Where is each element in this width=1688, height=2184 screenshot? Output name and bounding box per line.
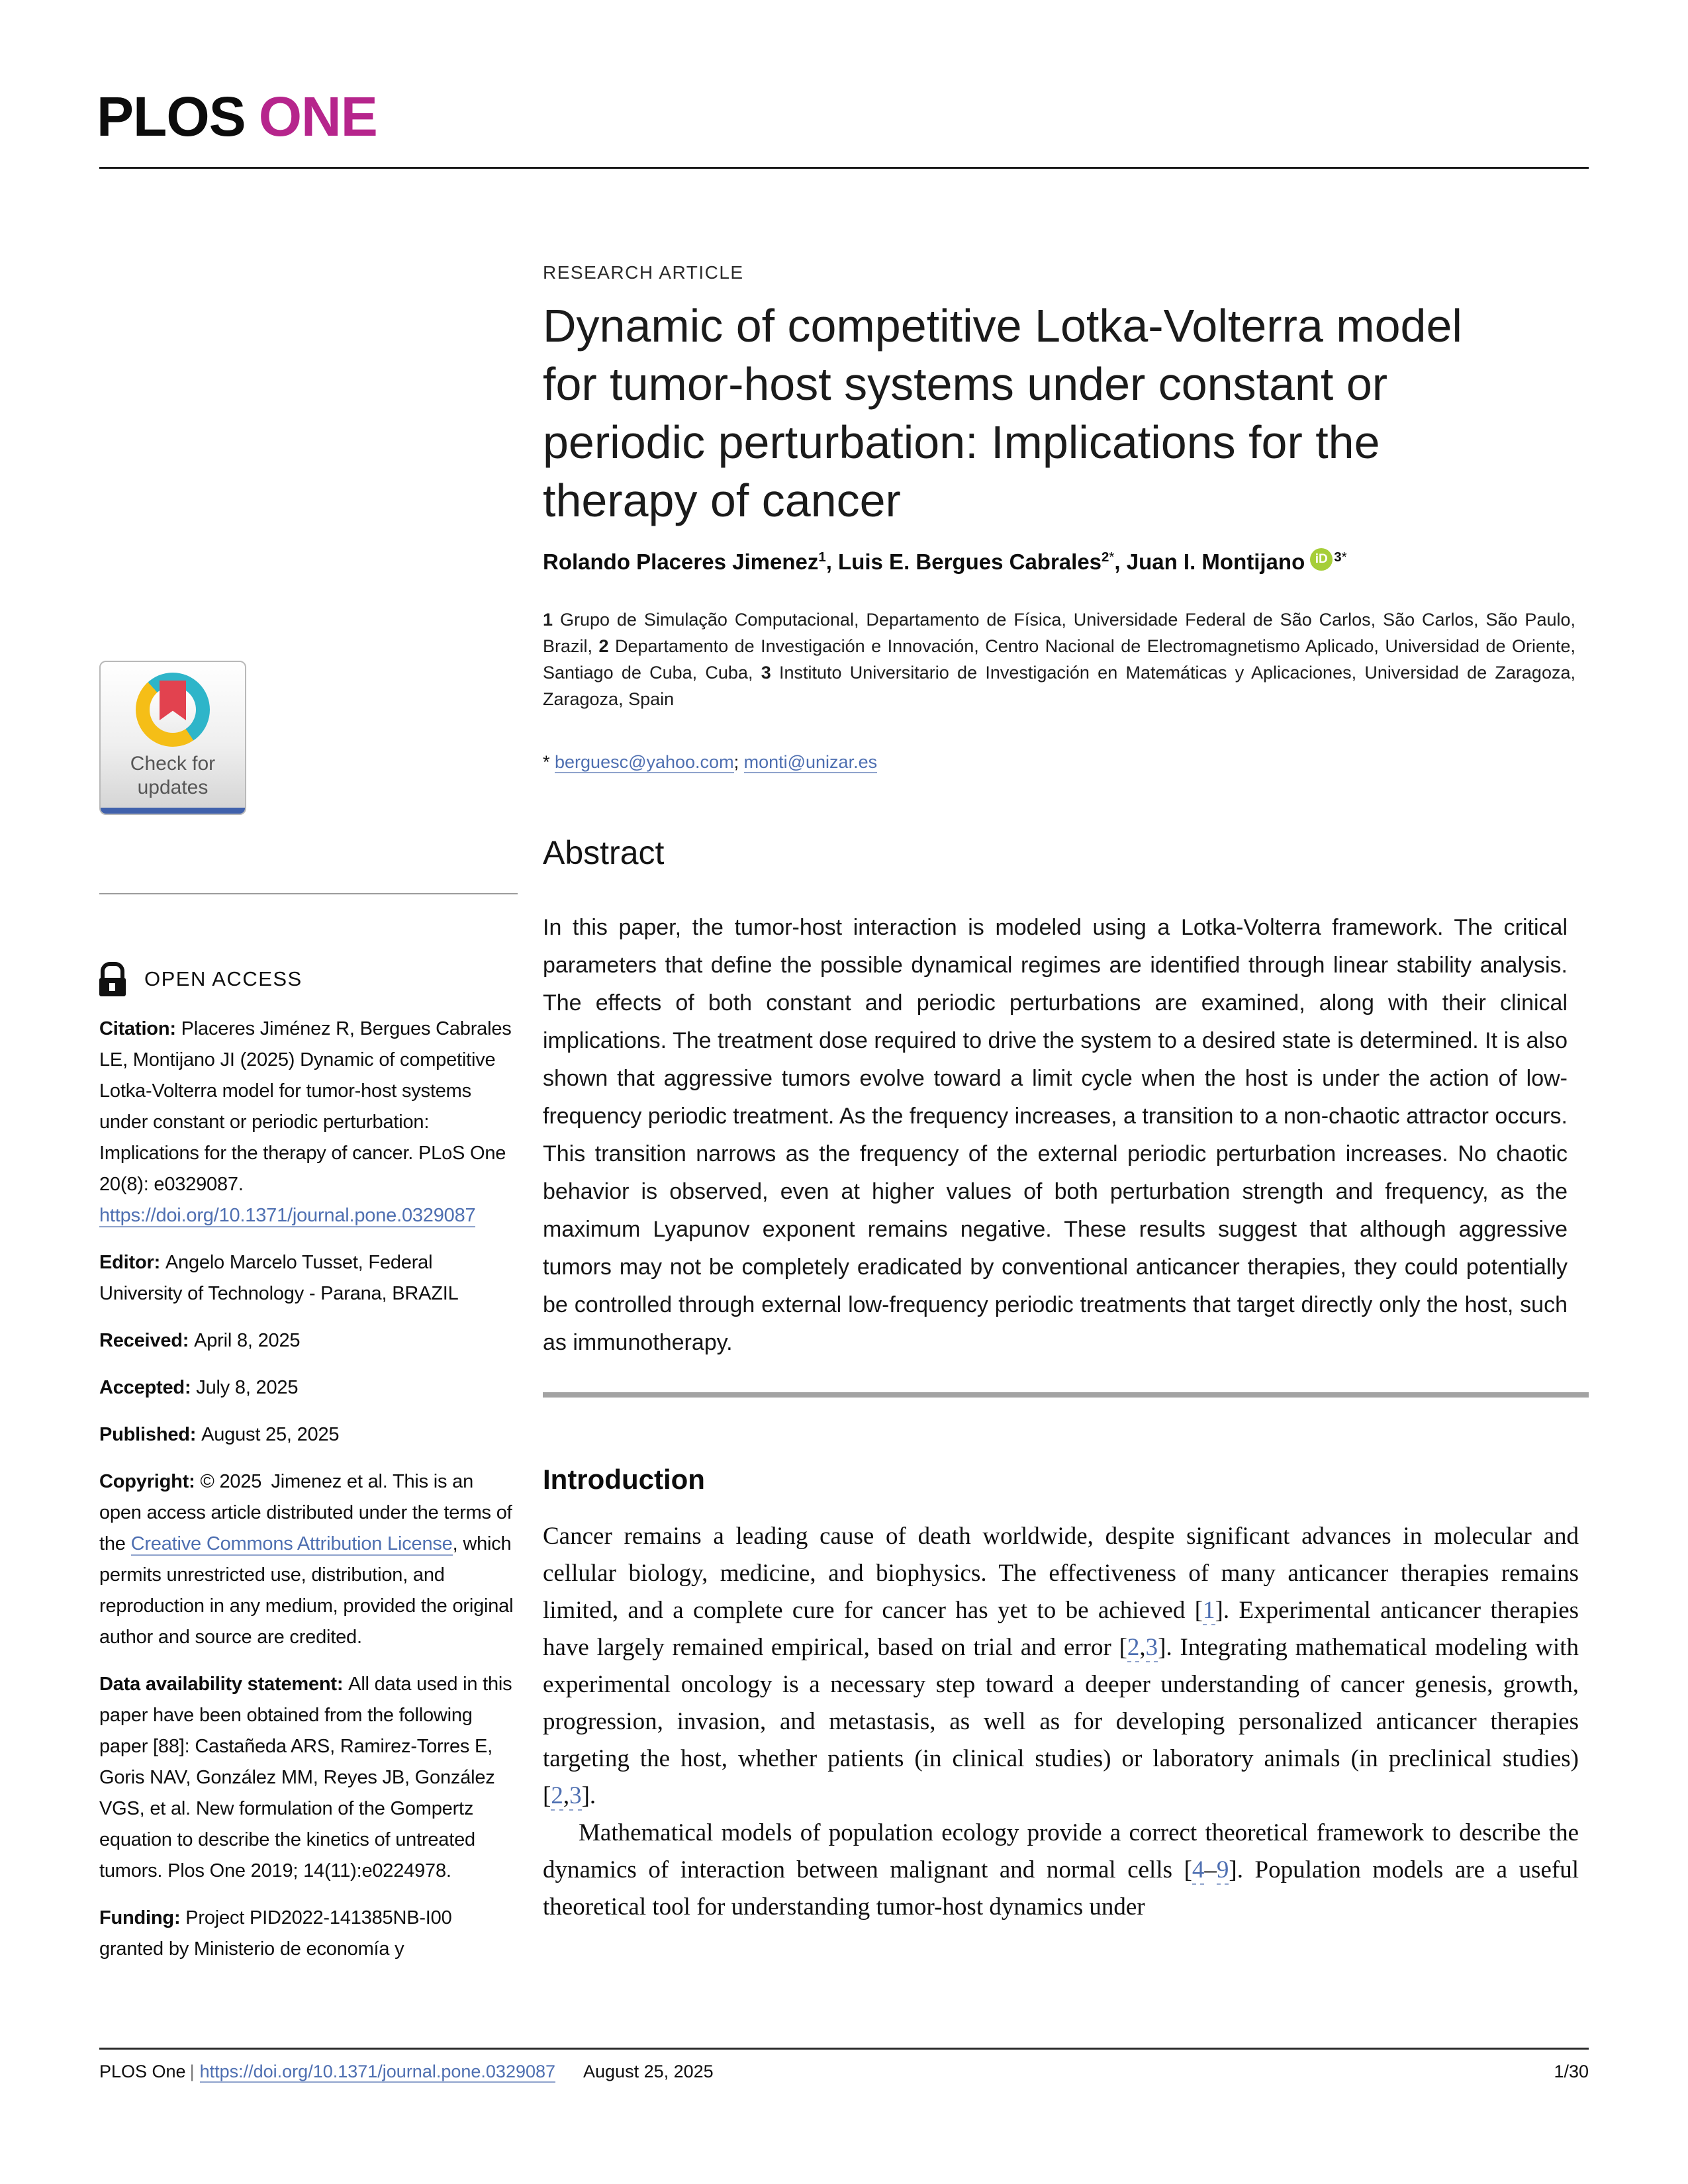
citation-block: Citation: Placeres Jiménez R, Bergues Cabrales LE, Montijano JI (2025) Dynamic of competitive Lotka-Volterra model for tumor-host systems under constant or periodic perturbation: Implications for the therapy of cancer. PLoS One 20(8): e0329087. https://doi.org/10.1371/journal.pone.0329087: [99, 1018, 512, 1226]
badge-line-1: Check for: [130, 753, 216, 775]
open-access: [99, 962, 518, 996]
data-availability-block: Data availability statement: All data used in this paper have been obtained from the following paper [88]: Castañeda ARS, Ramirez-Torres E, Goris NAV, González MM, Reyes JB, González VGS, et al. New formulation of the Gompertz equation to describe the kinetics of untreated tumors. Plos One 2019; 14(11):e0224978.: [99, 1674, 512, 1881]
article-title: Dynamic of competitive Lotka-Volterra model for tumor-host systems under constant or periodic perturbation: Implications for the therapy of cancer: [543, 300, 1462, 526]
accepted-block: Accepted: July 8, 2025: [99, 1377, 299, 1398]
page-footer: [99, 2062, 1589, 2082]
sidebar: [99, 661, 518, 1981]
link[interactable]: 3: [1145, 1634, 1158, 1661]
link[interactable]: berguesc@yahoo.com: [555, 752, 734, 772]
abstract-text: In this paper, the tumor-host interaction is modeled using a Lotka-Volterra framework. The critical parameters that define the possible dynamical regimes are identified through linear stability analysis. The effects of both constant and periodic perturbations are examined, along with their clinical implications. The treatment dose required to drive the system to a desired state is determined. It is also shown that aggressive tumors evolve toward a limit cycle when the host is under the action of low-frequency periodic treatment. As the frequency increases, a transition to a non-chaotic attractor occurs. This transition narrows as the frequency of the external periodic perturbation increases. No chaotic behavior is observed, even at higher values of both perturbation strength and frequency, as the maximum Lyapunov exponent remains negative. These results suggest that although aggressive tumors may not be completely eradicated by conventional anticancer therapies, they could potentially be controlled through external low-frequency periodic treatments that target directly only the host, such as immunotherapy.: [543, 915, 1568, 1355]
intro-paragraph-2: Mathematical models of population ecology provide a correct theoretical framework to describe the dynamics of interaction between malignant and normal cells [4–9]. Population models are a useful theoretical tool for understanding tumor-host dynamics under: [543, 1819, 1579, 1921]
logo-plos-text: PLOS: [97, 85, 246, 148]
link[interactable]: 4: [1192, 1856, 1205, 1883]
link[interactable]: 9: [1216, 1856, 1229, 1883]
open-lock-icon: [99, 962, 130, 996]
received-block: Received: April 8, 2025: [99, 1330, 301, 1351]
published-block: Published: August 25, 2025: [99, 1424, 340, 1445]
author-list: Rolando Placeres Jimenez$^1$, Luis E. Bergues Cabrales$^{2*}$, Juan I. Montijano iD $^{3*}$: [543, 549, 1347, 574]
header-rule: [99, 167, 1589, 169]
footer-journal: PLOS One: [99, 2062, 186, 2081]
copyright-block: Copyright: © 2025 Jimenez et al. This is an open access article distributed under the terms of the Creative Commons Attribution License, which permits unrestricted use, distribution, and reproduction in any medium, provided the original author and source are credited.: [99, 1471, 514, 1648]
sidebar-divider: [99, 893, 518, 894]
logo-one-text: ONE: [258, 85, 377, 148]
correspondence-line: * berguesc@yahoo.com; monti@unizar.es: [543, 752, 878, 772]
footer-page-number: 1/30: [1554, 2062, 1589, 2081]
check-for-updates-badge[interactable]: [99, 661, 246, 815]
link[interactable]: https://doi.org/10.1371/journal.pone.0329087: [99, 1205, 476, 1226]
orcid-icon[interactable]: iD: [1310, 548, 1333, 571]
footer-rule: [99, 2048, 1589, 2050]
check-for-updates-label: [101, 752, 245, 800]
badge-line-2: updates: [137, 777, 209, 798]
affiliations: 1 Grupo de Simulação Computacional, Departamento de Física, Universidade Federal de São Carlos, São Carlos, São Paulo, Brazil, 2 Departamento de Investigación e Innovación, Centro Nacional de Electromagnetismo Aplicado, Universidad de Oriente, Santiago de Cuba, Cuba, 3 Instituto Universitario de Investigación en Matemáticas y Aplicaciones, Universidad de Zaragoza, Zaragoza, Spain: [543, 610, 1575, 709]
plos-one-logo: [97, 85, 377, 149]
link[interactable]: 2: [551, 1782, 563, 1809]
section-divider: [543, 1392, 1589, 1398]
editor-block: Editor: Angelo Marcelo Tusset, Federal University of Technology - Parana, BRAZIL: [99, 1252, 459, 1304]
link[interactable]: Creative Commons Attribution License: [130, 1533, 453, 1554]
article-type-label: RESEARCH ARTICLE: [543, 262, 744, 283]
abstract-heading: Abstract: [543, 834, 665, 871]
intro-paragraph-1: Cancer remains a leading cause of death worldwide, despite significant advances in molecular and cellular biology, medicine, and biophysics. The effectiveness of many anticancer therapies remains limited, and a complete cure for cancer has yet to be achieved [1]. Experimental anticancer therapies have largely remained empirical, based on trial and error [2,3]. Integrating mathematical modeling with experimental oncology is a necessary step toward a deeper understanding of cancer genesis, growth, progression, invasion, and metastasis, as well as for developing personalized anticancer therapies targeting the host, whether patients (in clinical studies) or laboratory animals (in preclinical studies) [2,3].: [543, 1523, 1579, 1809]
check-updates-donut-icon: [136, 673, 210, 747]
article-main: [543, 262, 1589, 1926]
introduction-heading: Introduction: [543, 1464, 705, 1495]
funding-block: Funding: Project PID2022-141385NB-I00 granted by Ministerio de economía y: [99, 1907, 452, 1960]
footer-left: [99, 2062, 714, 2082]
link[interactable]: 1: [1203, 1597, 1215, 1624]
link[interactable]: 2: [1127, 1634, 1140, 1661]
link[interactable]: 3: [569, 1782, 582, 1809]
badge-underline: [101, 808, 245, 814]
open-access-label: OPEN ACCESS: [144, 967, 303, 990]
footer-date: August 25, 2025: [583, 2062, 714, 2081]
footer-separator: |: [189, 2062, 195, 2081]
footer-doi-link[interactable]: https://doi.org/10.1371/journal.pone.0329087: [199, 2062, 556, 2081]
link[interactable]: monti@unizar.es: [743, 752, 878, 772]
